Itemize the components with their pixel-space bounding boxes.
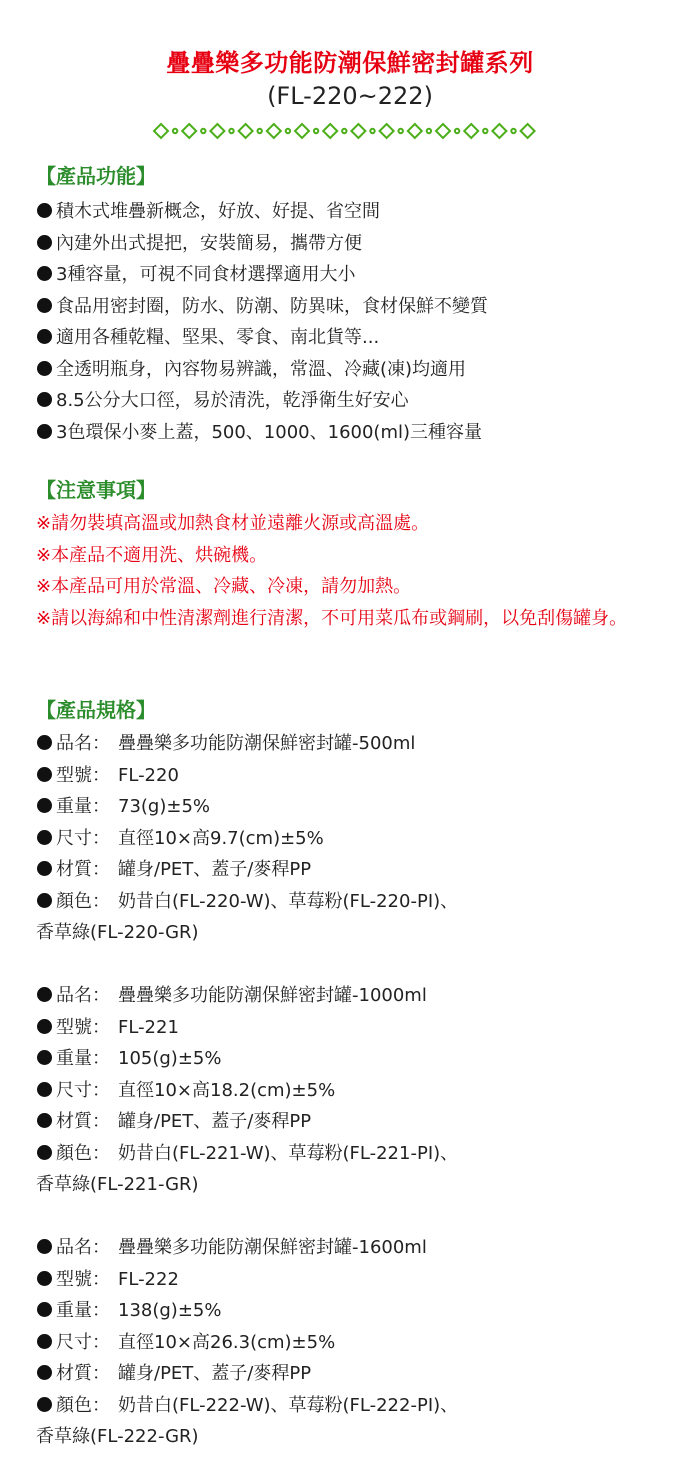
dot-icon: [399, 129, 403, 133]
spec-size: 尺寸： 直徑10×高18.2(cm)±5%: [36, 1075, 458, 1107]
dot-icon: [173, 129, 177, 133]
diamond-icon: [267, 124, 281, 138]
notice-item: ※本產品不適用洗、烘碗機。: [36, 544, 268, 566]
bullet-icon: [36, 327, 54, 345]
diamond-icon: [154, 124, 168, 138]
list-item: 全透明瓶身，內容物易辨識，常溫、冷藏(凍)均適用: [36, 354, 488, 386]
features-heading: 【產品功能】: [36, 164, 156, 188]
title-block: [0, 46, 700, 112]
list-item: 內建外出式提把，安裝簡易，攜帶方便: [36, 228, 488, 260]
dot-icon: [286, 129, 290, 133]
spec-weight: 重量： 138(g)±5%: [36, 1295, 458, 1327]
bullet-icon: [36, 796, 54, 814]
list-item: 積木式堆疊新概念，好放、好提、省空間: [36, 196, 488, 228]
bullet-icon: [36, 233, 54, 251]
diamond-divider: [150, 121, 550, 141]
diamond-icon: [239, 124, 253, 138]
bullet-icon: [36, 859, 54, 877]
bullet-icon: [36, 390, 54, 408]
bullet-icon: [36, 1048, 54, 1066]
bullet-icon: [36, 201, 54, 219]
bullet-icon: [36, 359, 54, 377]
diamond-icon: [408, 124, 422, 138]
diamond-icon: [210, 124, 224, 138]
diamond-icon: [295, 124, 309, 138]
spec-color-continued: 香草綠(FL-222-GR): [36, 1426, 199, 1447]
dot-icon: [314, 129, 318, 133]
spec-block-500ml: [36, 728, 458, 949]
diamond-icon: [380, 124, 394, 138]
dot-icon: [455, 129, 459, 133]
spec-model: 型號： FL-222: [36, 1264, 458, 1296]
diamond-icon: [464, 124, 478, 138]
dot-icon: [229, 129, 233, 133]
list-item: 3色環保小麥上蓋，500、1000、1600(ml)三種容量: [36, 417, 488, 449]
notice-item: ※本產品可用於常溫、冷藏、冷凍，請勿加熱。: [36, 576, 412, 597]
page-title: 疊疊樂多功能防潮保鮮密封罐系列: [166, 49, 534, 77]
spec-weight: 重量： 105(g)±5%: [36, 1043, 458, 1075]
spec-color: 顏色： 奶昔白(FL-220-W)、草莓粉(FL-220-PI)、: [36, 886, 458, 918]
spec-model: 型號： FL-220: [36, 760, 458, 792]
notice-item: ※請勿裝填高溫或加熱食材並遠離火源或高溫處。: [36, 513, 430, 534]
diamond-divider-pattern: [154, 124, 535, 138]
spec-material: 材質： 罐身/PET、蓋子/麥稈PP: [36, 1358, 458, 1390]
bullet-icon: [36, 1363, 54, 1381]
spec-name: 品名： 疊疊樂多功能防潮保鮮密封罐-1000ml: [36, 980, 458, 1012]
bullet-icon: [36, 1332, 54, 1350]
bullet-icon: [36, 1080, 54, 1098]
dot-icon: [511, 129, 515, 133]
bullet-icon: [36, 1143, 54, 1161]
dot-icon: [258, 129, 262, 133]
bullet-icon: [36, 828, 54, 846]
diamond-icon: [436, 124, 450, 138]
spec-color: 顏色： 奶昔白(FL-222-W)、草莓粉(FL-222-PI)、: [36, 1390, 458, 1422]
notice-item: ※請以海綿和中性清潔劑進行清潔，不可用菜瓜布或鋼刷，以免刮傷罐身。: [36, 607, 628, 629]
bullet-icon: [36, 296, 54, 314]
list-item: 適用各種乾糧、堅果、零食、南北貨等...: [36, 322, 488, 354]
diamond-icon: [521, 124, 535, 138]
bullet-icon: [36, 422, 54, 440]
spec-color-continued: 香草綠(FL-221-GR): [36, 1174, 199, 1195]
bullet-icon: [36, 985, 54, 1003]
bullet-icon: [36, 1300, 54, 1318]
spec-color-continued: 香草綠(FL-220-GR): [36, 922, 199, 943]
dot-icon: [427, 129, 431, 133]
bullet-icon: [36, 1111, 54, 1129]
spec-name: 品名： 疊疊樂多功能防潮保鮮密封罐-500ml: [36, 728, 458, 760]
spec-name: 品名： 疊疊樂多功能防潮保鮮密封罐-1600ml: [36, 1232, 458, 1264]
bullet-icon: [36, 891, 54, 909]
bullet-icon: [36, 1237, 54, 1255]
spec-color: 顏色： 奶昔白(FL-221-W)、草莓粉(FL-221-PI)、: [36, 1138, 458, 1170]
diamond-icon: [182, 124, 196, 138]
notices-list: [36, 508, 690, 634]
notices-heading: 【注意事項】: [36, 478, 156, 502]
specs-heading: 【產品規格】: [36, 698, 156, 722]
bullet-icon: [36, 1017, 54, 1035]
spec-model: 型號： FL-221: [36, 1012, 458, 1044]
dot-icon: [483, 129, 487, 133]
spec-block-1600ml: [36, 1232, 458, 1453]
spec-block-1000ml: [36, 980, 458, 1201]
features-list: [36, 196, 488, 448]
diamond-icon: [323, 124, 337, 138]
list-item: 8.5公分大口徑，易於清洗，乾淨衛生好安心: [36, 385, 488, 417]
bullet-icon: [36, 1395, 54, 1413]
spec-material: 材質： 罐身/PET、蓋子/麥稈PP: [36, 854, 458, 886]
dot-icon: [342, 129, 346, 133]
dot-icon: [201, 129, 205, 133]
diamond-icon: [351, 124, 365, 138]
bullet-icon: [36, 733, 54, 751]
diamond-icon: [492, 124, 506, 138]
spec-size: 尺寸： 直徑10×高26.3(cm)±5%: [36, 1327, 458, 1359]
dot-icon: [370, 129, 374, 133]
bullet-icon: [36, 264, 54, 282]
spec-size: 尺寸： 直徑10×高9.7(cm)±5%: [36, 823, 458, 855]
page-subtitle: (FL-220~222): [267, 82, 433, 110]
list-item: 食品用密封圈，防水、防潮、防異味，食材保鮮不變質: [36, 291, 488, 323]
bullet-icon: [36, 765, 54, 783]
spec-weight: 重量： 73(g)±5%: [36, 791, 458, 823]
list-item: 3種容量，可視不同食材選擇適用大小: [36, 259, 488, 291]
spec-material: 材質： 罐身/PET、蓋子/麥稈PP: [36, 1106, 458, 1138]
bullet-icon: [36, 1269, 54, 1287]
